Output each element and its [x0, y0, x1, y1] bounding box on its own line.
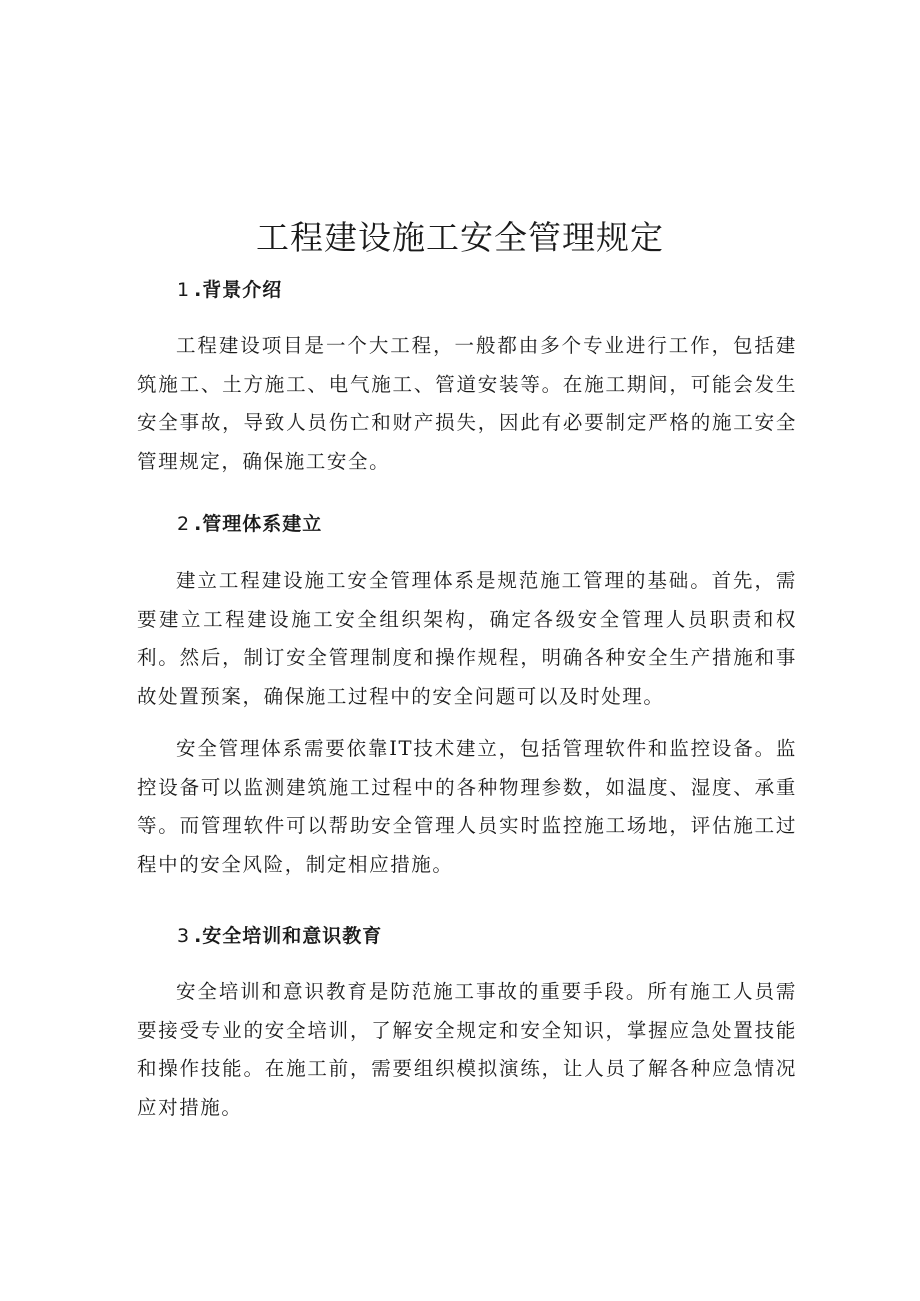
paragraph: 建立工程建设施工安全管理体系是规范施工管理的基础。首先，需要建立工程建设施工安全组织架构，确定各级安全管理人员职责和权利。然后，制订安全管理制度和操作规程，明确各种安全生产措施和事故处置预案，确保施工过程中的安全问题可以及时处理。 [137, 569, 797, 708]
section-heading [177, 276, 797, 304]
section-number: 3 [177, 925, 191, 947]
document-title: 工程建设施工安全管理规定 [256, 218, 664, 257]
paragraph: 工程建设项目是一个大工程，一般都由多个专业进行工作，包括建筑施工、土方施工、电气施工、管道安装等。在施工期间，可能会发生安全事故，导致人员伤亡和财产损失，因此有必要制定严格的施工安全管理规定，确保施工安全。 [137, 334, 797, 473]
section-number: 2 [177, 513, 191, 535]
section-heading [177, 922, 797, 950]
paragraph: 安全培训和意识教育是防范施工事故的重要手段。所有施工人员需要接受专业的安全培训，了解安全规定和安全知识，掌握应急处置技能和操作技能。在施工前，需要组织模拟演练，让人员了解各种应急情况应对措施。 [137, 980, 797, 1119]
section-number: 1 [177, 279, 191, 301]
section-management-system [137, 510, 797, 884]
section-title: .管理体系建立 [194, 513, 323, 535]
section-safety-training [137, 922, 797, 1127]
section-title: .背景介绍 [194, 279, 283, 301]
paragraph: 安全管理体系需要依靠IT技术建立，包括管理软件和监控设备。监控设备可以监测建筑施工过程中的各种物理参数，如温度、湿度、承重等。而管理软件可以帮助安全管理人员实时监控施工场地，评估施工过程中的安全风险，制定相应措施。 [137, 737, 797, 876]
section-heading [177, 510, 797, 538]
section-title: .安全培训和意识教育 [194, 925, 383, 947]
section-background [137, 276, 797, 481]
